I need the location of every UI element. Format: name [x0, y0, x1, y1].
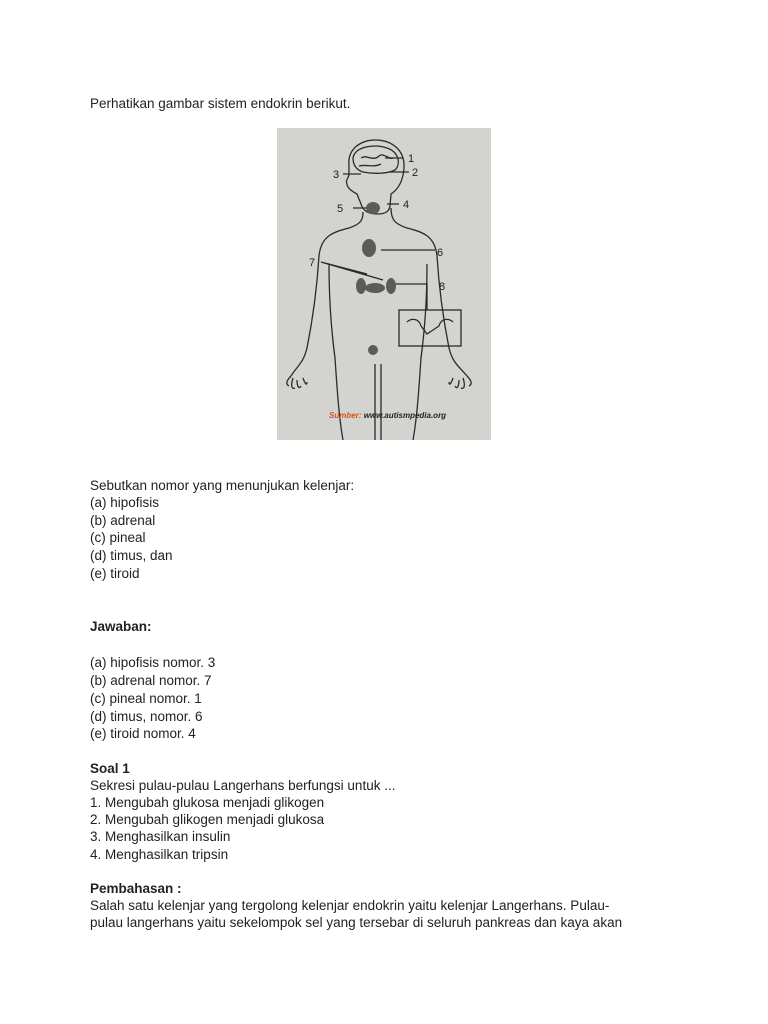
soal1-option: 4. Menghasilkan tripsin	[90, 847, 229, 862]
endocrine-system-figure	[277, 128, 491, 440]
question-item: (e) tiroid	[90, 566, 140, 581]
figure-label-8: 8	[439, 281, 446, 293]
question-item: (b) adrenal	[90, 513, 156, 528]
source-label: Sumber:	[329, 411, 362, 420]
pembahasan-heading: Pembahasan :	[90, 881, 182, 896]
answer-item: (d) timus, nomor. 6	[90, 709, 203, 724]
figure-label-5: 5	[337, 203, 344, 215]
soal1-option: 2. Mengubah glikogen menjadi glukosa	[90, 812, 325, 827]
soal1-heading: Soal 1	[90, 761, 130, 776]
body-outline-drawing	[277, 128, 491, 440]
question-prompt: Sebutkan nomor yang menunjukan kelenjar:	[90, 478, 355, 493]
figure-label-1: 1	[408, 153, 415, 165]
question-item: (c) pineal	[90, 530, 146, 545]
figure-label-3: 3	[333, 169, 340, 181]
answer-heading: Jawaban:	[90, 619, 152, 634]
pembahasan-line: Salah satu kelenjar yang tergolong kelenjar endokrin yaitu kelenjar Langerhans. Pulau-	[90, 898, 610, 913]
answer-item: (e) tiroid nomor. 4	[90, 726, 196, 741]
figure-label-4: 4	[403, 199, 410, 211]
figure-label-6: 6	[437, 247, 444, 259]
figure-label-7: 7	[309, 257, 316, 269]
figure-source	[329, 411, 446, 420]
figure-label-2: 2	[412, 167, 419, 179]
question-item: (a) hipofisis	[90, 495, 160, 510]
pembahasan-line: pulau langerhans yaitu sekelompok sel yang tersebar di seluruh pankreas dan kaya akan	[90, 915, 623, 930]
soal1-option: 3. Menghasilkan insulin	[90, 829, 231, 844]
intro-text: Perhatikan gambar sistem endokrin berikut.	[90, 96, 351, 111]
answer-item: (a) hipofisis nomor. 3	[90, 655, 216, 670]
question-item: (d) timus, dan	[90, 548, 173, 563]
soal1-option: 1. Mengubah glukosa menjadi glikogen	[90, 795, 325, 810]
soal1-prompt: Sekresi pulau-pulau Langerhans berfungsi untuk ...	[90, 778, 396, 793]
source-url: www.autismpedia.org	[363, 411, 447, 420]
answer-item: (b) adrenal nomor. 7	[90, 673, 212, 688]
answer-item: (c) pineal nomor. 1	[90, 691, 202, 706]
